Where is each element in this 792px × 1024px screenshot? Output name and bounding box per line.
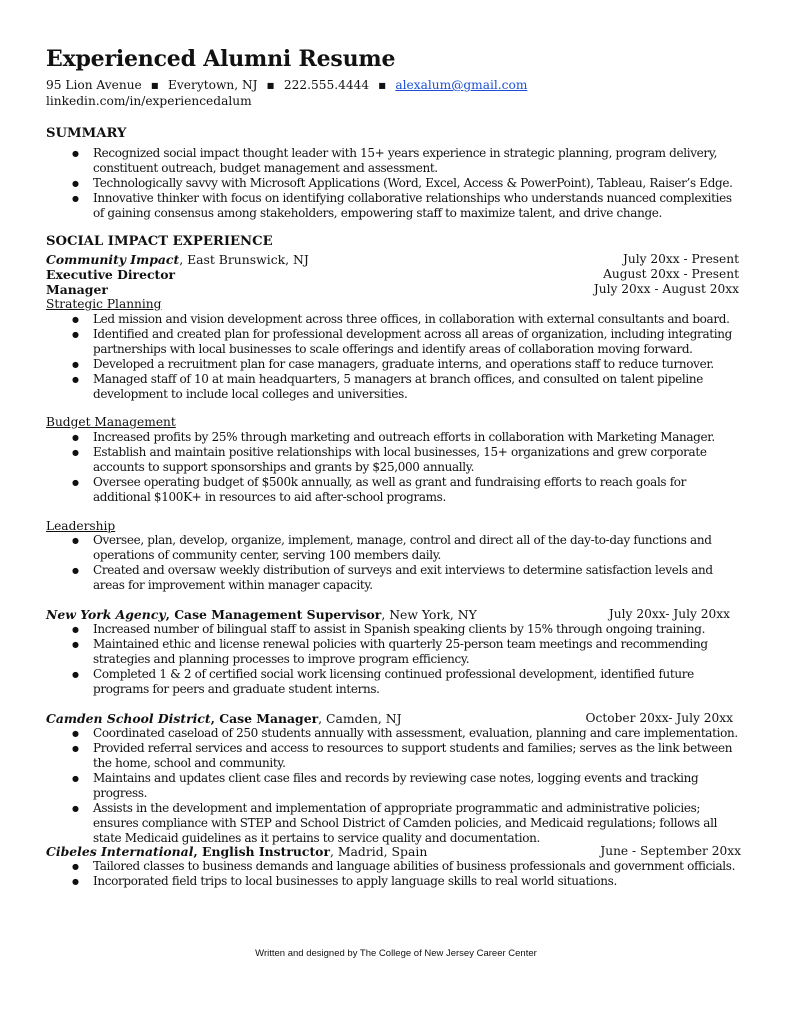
job-location: , Camden, NJ bbox=[318, 711, 402, 726]
role-title: , Case Manager bbox=[210, 711, 319, 726]
summary-list bbox=[46, 146, 746, 221]
role-dates: July 20xx - August 20xx bbox=[593, 282, 739, 296]
list-item: ● Completed 1 & 2 of certified social work licensing continued professional development, identified future programs for peers and graduate student interns. bbox=[46, 667, 746, 697]
subsection-heading: Strategic Planning bbox=[46, 297, 162, 311]
separator: ▪ bbox=[378, 78, 387, 92]
org-name: Camden School District bbox=[46, 711, 211, 726]
list-item: ● Provided referral services and access to resources to support students and families; serves as the link between the home, school and community. bbox=[46, 741, 746, 771]
subsection-heading: Leadership bbox=[46, 519, 116, 533]
job-dates: July 20xx - Present bbox=[623, 252, 739, 266]
org-name: New York Agency bbox=[46, 607, 166, 622]
list-item: ● Maintains and updates client case files and records by reviewing case notes, logging events and tracking progress. bbox=[46, 771, 746, 801]
contact-info bbox=[46, 77, 527, 109]
role-dates: August 20xx - Present bbox=[603, 267, 739, 281]
list-item: ● Increased profits by 25% through marketing and outreach efforts in collaboration with Marketing Manager. bbox=[46, 430, 746, 445]
list-item: ● Created and oversaw weekly distribution of surveys and exit interviews to determine satisfaction levels and areas for improvement within manager capacity. bbox=[46, 563, 746, 593]
job-header bbox=[46, 844, 427, 859]
role-title: , Case Management Supervisor bbox=[165, 607, 382, 622]
job-location: , East Brunswick, NJ bbox=[179, 252, 309, 267]
city: Everytown, NJ bbox=[168, 78, 258, 92]
bullet-list bbox=[46, 859, 746, 889]
separator: ▪ bbox=[266, 78, 275, 92]
job-dates: July 20xx- July 20xx bbox=[608, 607, 730, 621]
bullet-list bbox=[46, 312, 746, 402]
list-item: ● Identified and created plan for professional development across all areas of organization, including integrating partnerships with local businesses to scale offerings and identify areas of collaboration moving forward. bbox=[46, 327, 746, 357]
list-item: ● Recognized social impact thought leader with 15+ years experience in strategic planning, program delivery, constituent outreach, budget management and assessment. bbox=[46, 146, 746, 176]
list-item: ● Maintained ethic and license renewal policies with quarterly 25-person team meetings and recommending strategies and planning processes to improve program efficiency. bbox=[46, 637, 746, 667]
list-item: ● Assists in the development and implementation of appropriate programmatic and administrative policies; ensures compliance with STEP and School District of Camden policies, and Medicaid regulations; follows all state Medicaid guidelines as it pertains to service quality and documentation. bbox=[46, 801, 746, 846]
job-header bbox=[46, 607, 477, 622]
phone: 222.555.4444 bbox=[283, 78, 370, 92]
list-item: ● Increased number of bilingual staff to assist in Spanish speaking clients by 15% through ongoing training. bbox=[46, 622, 746, 637]
summary-heading: SUMMARY bbox=[46, 126, 127, 141]
job-dates: October 20xx- July 20xx bbox=[585, 711, 733, 725]
subsection-heading: Budget Management bbox=[46, 415, 176, 429]
email-link[interactable]: alexalum@gmail.com bbox=[395, 78, 528, 92]
org-name: Community Impact bbox=[46, 252, 180, 267]
address: 95 Lion Avenue bbox=[46, 78, 142, 92]
bullet-list bbox=[46, 622, 746, 697]
footer-credit: Written and designed by The College of New Jersey Career Center bbox=[255, 948, 537, 959]
list-item: ● Oversee, plan, develop, organize, implement, manage, control and direct all of the day-to-day functions and operations of community center, serving 100 members daily. bbox=[46, 533, 746, 563]
bullet-list bbox=[46, 533, 746, 593]
contact-line-1 bbox=[46, 77, 527, 93]
resume-title: Experienced Alumni Resume bbox=[46, 46, 396, 72]
list-item: ● Developed a recruitment plan for case managers, graduate interns, and operations staff to reduce turnover. bbox=[46, 357, 746, 372]
list-item: ● Establish and maintain positive relationships with local businesses, 15+ organizations and grew corporate accounts to support sponsorships and grants by $25,000 annually. bbox=[46, 445, 746, 475]
list-item: ● Managed staff of 10 at main headquarters, 5 managers at branch offices, and consulted on talent pipeline development to include local colleges and universities. bbox=[46, 372, 746, 402]
role-title: , English Instructor bbox=[193, 844, 330, 859]
list-item: ● Coordinated caseload of 250 students annually with assessment, evaluation, planning and care implementation. bbox=[46, 726, 746, 741]
list-item: ● Innovative thinker with focus on identifying collaborative relationships who understands nuanced complexities of gaining consensus among stakeholders, empowering staff to maximize talent, and drive change. bbox=[46, 191, 746, 221]
list-item: ● Oversee operating budget of $500k annually, as well as grant and fundraising efforts to reach goals for additional $100K+ in resources to aid after-school programs. bbox=[46, 475, 746, 505]
role-title: Executive Director bbox=[46, 267, 176, 282]
job-dates: June - September 20xx bbox=[600, 844, 741, 858]
list-item: ● Tailored classes to business demands and language abilities of business professionals and government officials. bbox=[46, 859, 746, 874]
linkedin-url: linkedin.com/in/experiencedalum bbox=[46, 94, 252, 108]
list-item: ● Incorporated field trips to local businesses to apply language skills to real world situations. bbox=[46, 874, 746, 889]
experience-heading: SOCIAL IMPACT EXPERIENCE bbox=[46, 234, 273, 249]
bullet-list bbox=[46, 430, 746, 505]
job-location: , Madrid, Spain bbox=[329, 844, 428, 859]
list-item: ● Led mission and vision development across three offices, in collaboration with external consultants and board. bbox=[46, 312, 746, 327]
job-location: , New York, NY bbox=[381, 607, 477, 622]
job-header bbox=[46, 711, 402, 726]
separator: ▪ bbox=[150, 78, 160, 92]
bullet-list bbox=[46, 726, 746, 846]
job-header bbox=[46, 252, 309, 267]
org-name: Cibeles International bbox=[46, 844, 194, 859]
list-item: ● Technologically savvy with Microsoft Applications (Word, Excel, Access & PowerPoint), Tableau, Raiser’s Edge. bbox=[46, 176, 746, 191]
role-title: Manager bbox=[46, 282, 108, 297]
